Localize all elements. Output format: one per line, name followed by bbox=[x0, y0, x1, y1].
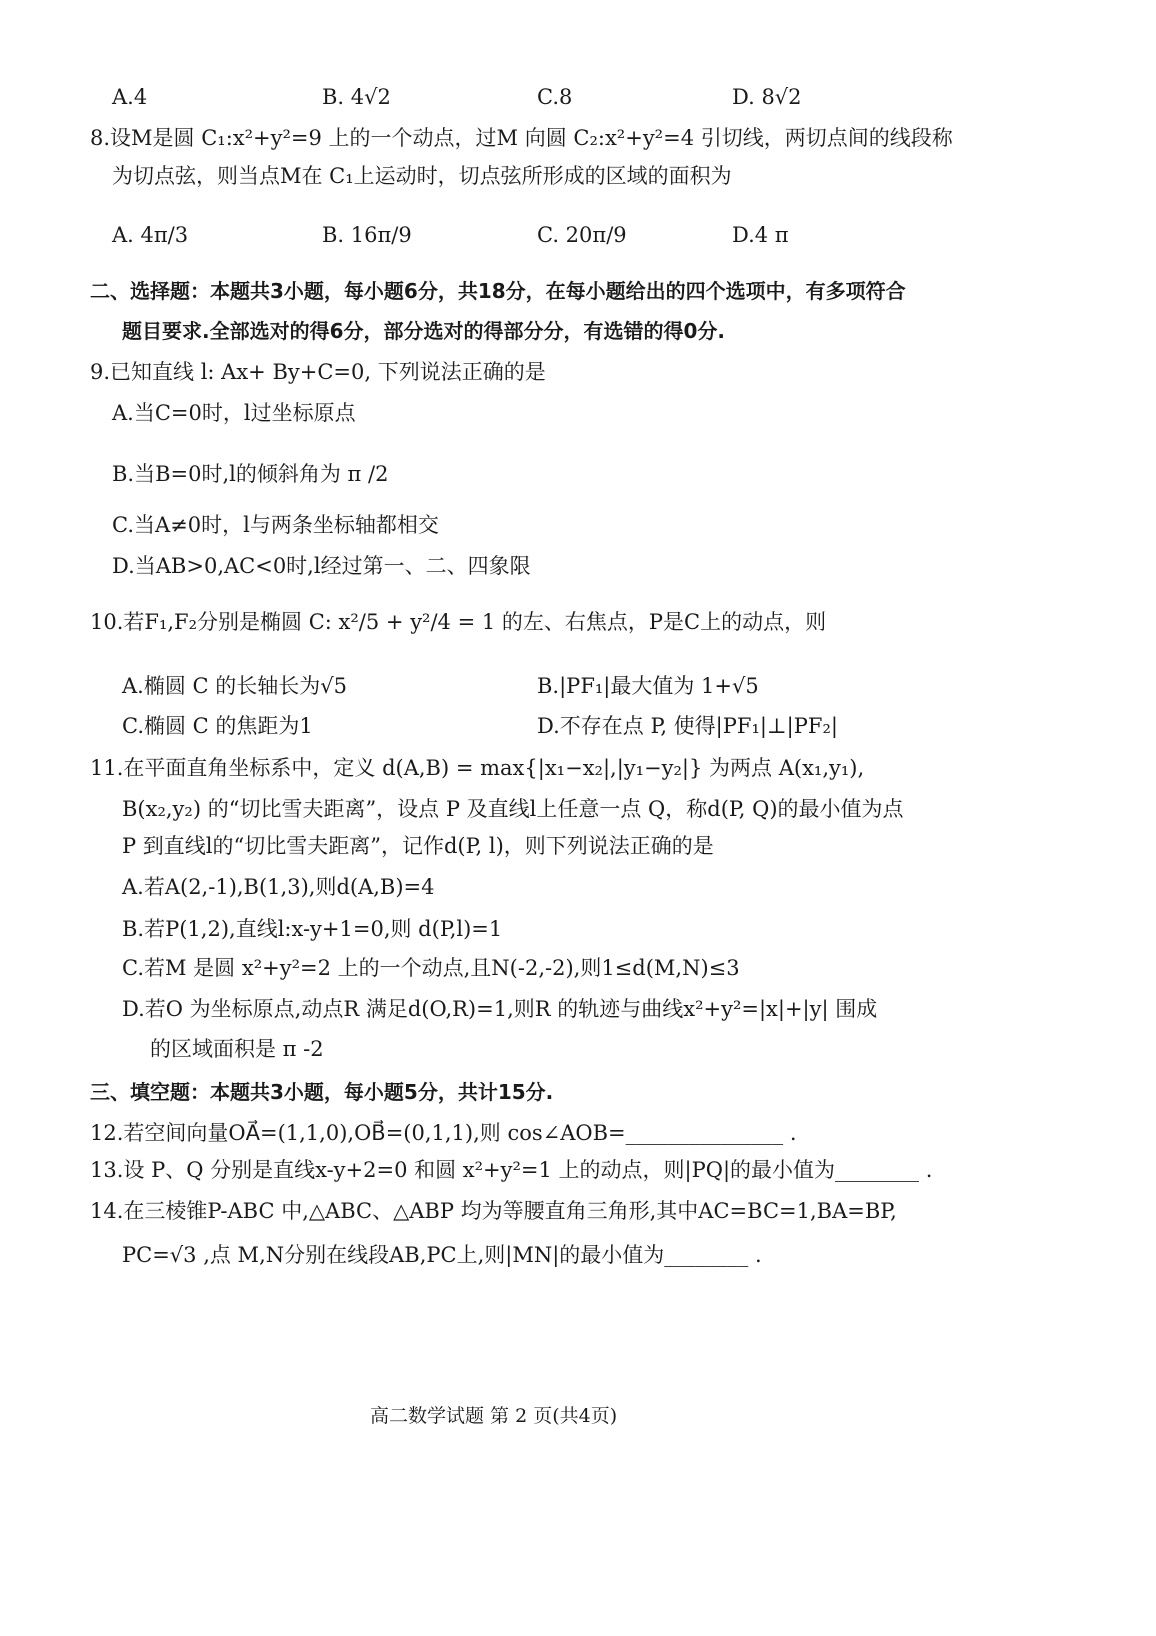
page-footer: 高二数学试题 第 2 页(共4页) bbox=[370, 1405, 618, 1427]
q11-option-d-continued: 的区域面积是 π -2 bbox=[150, 1037, 324, 1061]
q11-option-b: B.若P(1,2),直线l:x-y+1=0,则 d(P,l)=1 bbox=[122, 917, 503, 941]
q10-stem: 10.若F₁,F₂分别是椭圆 C: x²/5 + y²/4 = 1 的左、右焦点，P是C上的动点，则 bbox=[90, 610, 827, 634]
q10-option-d: D.不存在点 P, 使得|PF₁|⊥|PF₂| bbox=[537, 714, 838, 738]
q10-option-b: B.|PF₁|最大值为 1+√5 bbox=[537, 674, 759, 698]
q8-option-a: A. 4π/3 bbox=[112, 223, 189, 247]
q12-text: 12.若空间向量OA⃗=(1,1,0),OB⃗=(0,1,1),则 cos∠AOB=_______________ . bbox=[90, 1121, 797, 1145]
q8-option-c: C. 20π/9 bbox=[537, 223, 627, 247]
q7-option-b: B. 4√2 bbox=[322, 85, 391, 109]
q8-option-d: D.4 π bbox=[732, 223, 789, 247]
q14-line1: 14.在三棱锥P-ABC 中,△ABC、△ABP 均为等腰直角三角形,其中AC=BC=1,BA=BP, bbox=[90, 1199, 897, 1223]
q8-option-b: B. 16π/9 bbox=[322, 223, 412, 247]
q11-option-a: A.若A(2,-1),B(1,3),则d(A,B)=4 bbox=[122, 875, 435, 899]
q8-stem-line2: 为切点弦，则当点M在 C₁上运动时，切点弦所形成的区域的面积为 bbox=[112, 164, 732, 188]
q13-text: 13.设 P、Q 分别是直线x-y+2=0 和圆 x²+y²=1 上的动点，则|PQ|的最小值为________ . bbox=[90, 1158, 933, 1182]
q10-option-a: A.椭圆 C 的长轴长为√5 bbox=[122, 674, 348, 698]
q9-option-b: B.当B=0时,l的倾斜角为 π /2 bbox=[112, 462, 389, 486]
q11-stem-line2: B(x₂,y₂) 的“切比雪夫距离”，设点 P 及直线l上任意一点 Q，称d(P, Q)的最小值为点 bbox=[122, 797, 904, 821]
q7-option-a: A.4 bbox=[112, 85, 148, 109]
q9-option-d: D.当AB>0,AC<0时,l经过第一、二、四象限 bbox=[112, 554, 531, 578]
q8-stem-line1: 8.设M是圆 C₁:x²+y²=9 上的一个动点，过M 向圆 C₂:x²+y²=4 引切线，两切点间的线段称 bbox=[90, 126, 953, 150]
q9-option-a: A.当C=0时，l过坐标原点 bbox=[112, 401, 356, 425]
q9-option-c: C.当A≠0时，l与两条坐标轴都相交 bbox=[112, 513, 439, 537]
q10-option-c: C.椭圆 C 的焦距为1 bbox=[122, 714, 313, 738]
q11-stem-line3: P 到直线l的“切比雪夫距离”，记作d(P, l)，则下列说法正确的是 bbox=[122, 834, 714, 858]
q14-line2: PC=√3 ,点 M,N分别在线段AB,PC上,则|MN|的最小值为________ . bbox=[122, 1243, 762, 1267]
q7-option-d: D. 8√2 bbox=[732, 85, 802, 109]
q11-option-d: D.若O 为坐标原点,动点R 满足d(O,R)=1,则R 的轨迹与曲线x²+y²=|x|+|y| 围成 bbox=[122, 997, 878, 1021]
q9-stem: 9.已知直线 l: Ax+ By+C=0, 下列说法正确的是 bbox=[90, 360, 546, 384]
q11-stem-line1: 11.在平面直角坐标系中，定义 d(A,B) = max{|x₁−x₂|,|y₁−y₂|} 为两点 A(x₁,y₁), bbox=[90, 756, 865, 780]
section3-heading: 三、填空题：本题共3小题，每小题5分，共计15分. bbox=[90, 1080, 554, 1104]
section2-heading-line2: 题目要求.全部选对的得6分，部分选对的得部分分，有选错的得0分. bbox=[122, 319, 726, 343]
q11-option-c: C.若M 是圆 x²+y²=2 上的一个动点,且N(-2,-2),则1≤d(M,N)≤3 bbox=[122, 956, 740, 980]
section2-heading-line1: 二、选择题：本题共3小题，每小题6分，共18分，在每小题给出的四个选项中，有多项符合 bbox=[90, 279, 906, 303]
q7-option-c: C.8 bbox=[537, 85, 573, 109]
